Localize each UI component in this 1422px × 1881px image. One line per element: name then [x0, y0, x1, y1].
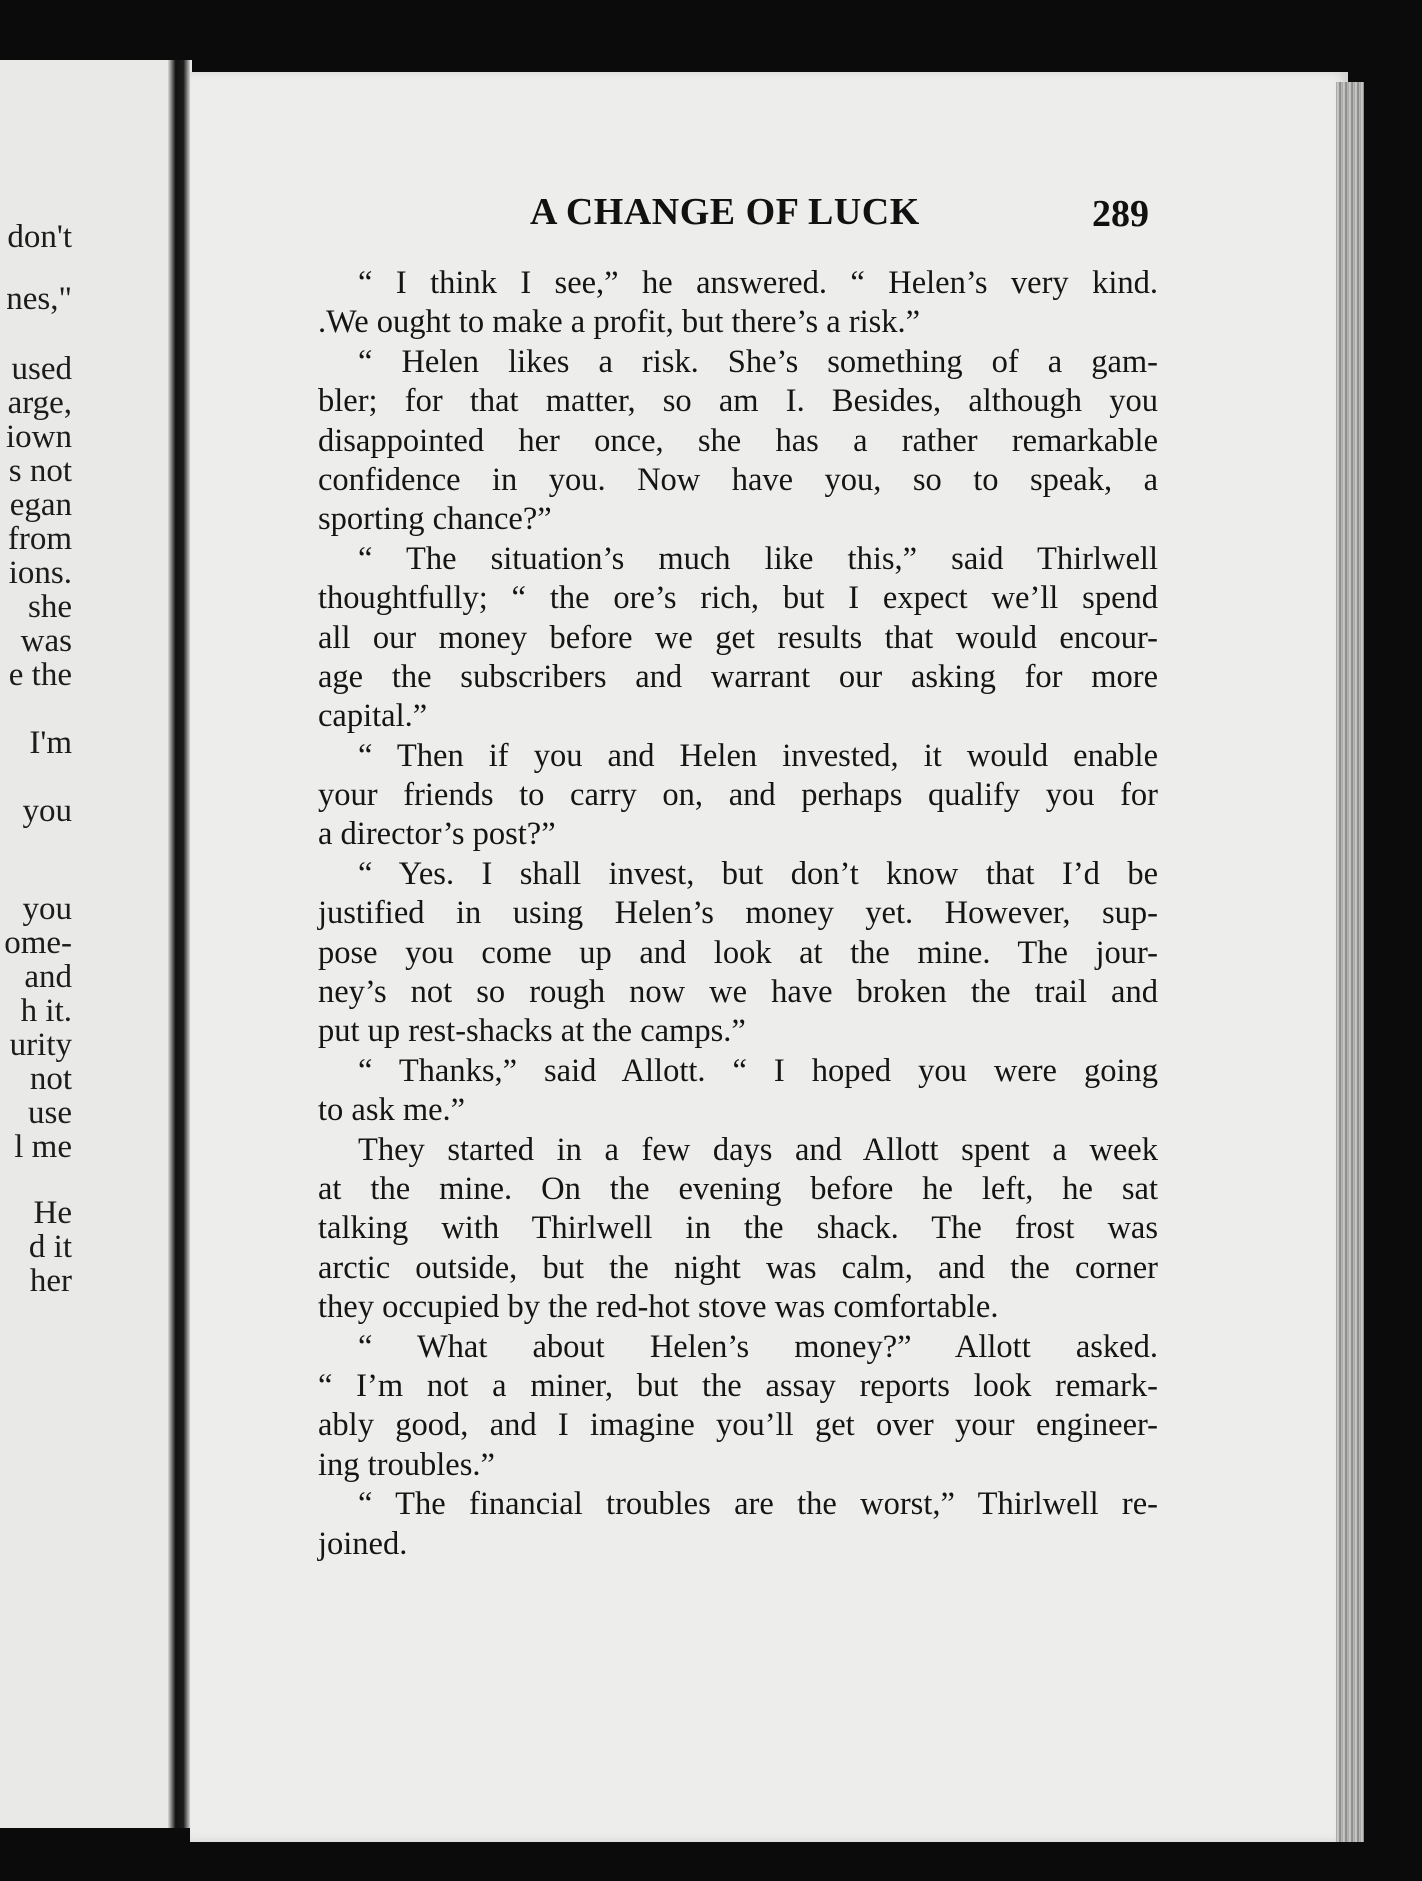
left-page-fragment: nes," [6, 281, 72, 317]
page-body-text [318, 264, 1158, 1564]
text-line: age the subscribers and warrant our asking for more [318, 658, 1158, 695]
text-line: ing troubles.” [318, 1446, 495, 1483]
text-line: arctic outside, but the night was calm, and the corner [318, 1249, 1158, 1286]
text-line: to ask me.” [318, 1092, 466, 1129]
text-line: put up rest-shacks at the camps.” [318, 1013, 746, 1050]
text-line: they occupied by the red-hot stove was comfortable. [318, 1289, 999, 1326]
left-page-fragment: was [20, 623, 72, 659]
text-line: “ The financial troubles are the worst,” Thirlwell re- [358, 1486, 1158, 1523]
left-page-fragment: her [29, 1263, 72, 1299]
left-page-fragment: not [29, 1061, 72, 1097]
left-page-fragment: e the [8, 657, 72, 693]
text-line: bler; for that matter, so am I. Besides, although you [318, 383, 1158, 420]
left-page-fragment: h it. [20, 993, 72, 1029]
left-page-fragment: urity [9, 1027, 72, 1063]
text-line: disappointed her once, she has a rather remarkable [318, 422, 1158, 459]
text-line: “ What about Helen’s money?” Allott asked. [358, 1328, 1158, 1365]
left-page-fragment: s not [8, 453, 72, 489]
text-line: joined. [318, 1525, 408, 1562]
left-page-fragment: you [22, 891, 72, 927]
text-line: “ I think I see,” he answered. “ Helen’s very kind. [358, 265, 1158, 301]
text-line: ably good, and I imagine you’ll get over your engineer- [318, 1407, 1158, 1444]
left-page-fragment: ions. [8, 555, 72, 591]
text-line: justified in using Helen’s money yet. However, sup- [318, 895, 1158, 932]
text-line: “ Thanks,” said Allott. “ I hoped you were going [358, 1052, 1158, 1089]
text-line: “ The situation’s much like this,” said Thirlwell [358, 540, 1158, 577]
text-line: pose you come up and look at the mine. The jour- [318, 934, 1158, 971]
left-page-fragment: you [22, 793, 72, 829]
text-line: .We ought to make a profit, but there’s a risk.” [318, 304, 921, 341]
left-page-fragment: from [7, 521, 72, 557]
book-gutter [168, 60, 190, 1828]
left-page-fragment: don't [7, 219, 72, 255]
left-page-fragment: use [28, 1095, 72, 1131]
page-edge [1336, 82, 1364, 1842]
text-line: ney’s not so rough now we have broken the trail and [318, 974, 1158, 1011]
text-line: “ Helen likes a risk. She’s something of a gam- [358, 343, 1158, 380]
left-page-fragment: she [28, 589, 72, 625]
text-line: at the mine. On the evening before he left, he sat [318, 1170, 1158, 1207]
left-page-fragment: He [33, 1195, 72, 1231]
text-line: They started in a few days and Allott spent a week [358, 1131, 1158, 1168]
left-page-fragment: I'm [29, 725, 72, 761]
text-line: “ Yes. I shall invest, but don’t know that I’d be [358, 855, 1158, 892]
left-page-fragment: ome- [4, 925, 72, 961]
left-page-fragment: iown [6, 419, 72, 455]
text-line: talking with Thirlwell in the shack. The frost was [318, 1210, 1158, 1247]
running-head: A CHANGE OF LUCK [530, 191, 920, 233]
page-number: 289 [1092, 193, 1149, 235]
left-page-fragment: and [24, 959, 72, 995]
text-line: a director’s post?” [318, 816, 556, 853]
text-line: “ I’m not a miner, but the assay reports look remark- [318, 1367, 1158, 1404]
left-page-fragment: arge, [7, 385, 72, 421]
text-line: all our money before we get results that would encour- [318, 619, 1158, 656]
text-line: thoughtfully; “ the ore’s rich, but I expect we’ll spend [318, 580, 1158, 617]
left-page-fragment: d it [28, 1229, 72, 1265]
text-line: confidence in you. Now have you, so to speak, a [318, 461, 1158, 498]
text-line: “ Then if you and Helen invested, it would enable [358, 737, 1158, 774]
facing-page-left [0, 60, 192, 1828]
left-page-fragment: l me [14, 1129, 72, 1165]
left-page-fragment: used [11, 351, 72, 387]
text-line: your friends to carry on, and perhaps qualify you for [318, 777, 1158, 814]
text-line: capital.” [318, 698, 428, 735]
left-page-fragment: egan [9, 487, 72, 523]
text-line: sporting chance?” [318, 501, 552, 538]
